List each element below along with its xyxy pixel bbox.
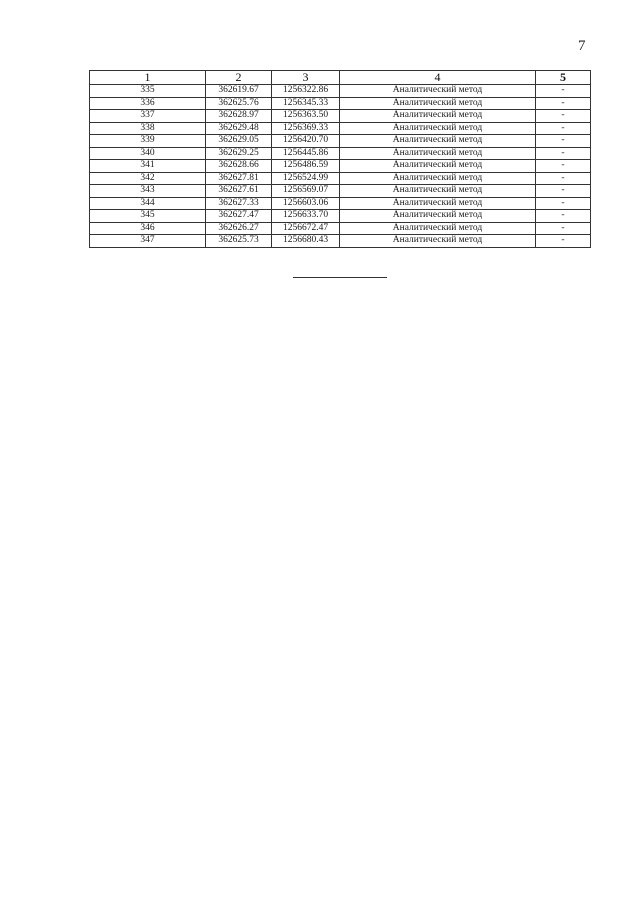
accuracy-cell: - xyxy=(536,160,591,173)
accuracy-cell: - xyxy=(536,135,591,148)
accuracy-cell: - xyxy=(536,122,591,135)
x-coordinate-cell: 362629.25 xyxy=(206,147,272,160)
table-body xyxy=(90,85,591,248)
x-coordinate-cell: 362627.61 xyxy=(206,185,272,198)
method-cell: Аналитический метод xyxy=(340,97,536,110)
table-row xyxy=(90,185,591,198)
x-coordinate-cell: 362619.67 xyxy=(206,85,272,98)
point-number-cell: 339 xyxy=(90,135,206,148)
method-cell: Аналитический метод xyxy=(340,185,536,198)
coordinates-table xyxy=(89,70,591,248)
column-header-2: 2 xyxy=(206,71,272,85)
y-coordinate-cell: 1256369.33 xyxy=(272,122,340,135)
method-cell: Аналитический метод xyxy=(340,110,536,123)
x-coordinate-cell: 362627.47 xyxy=(206,210,272,223)
x-coordinate-cell: 362629.05 xyxy=(206,135,272,148)
method-cell: Аналитический метод xyxy=(340,135,536,148)
page-number: 7 xyxy=(578,38,586,54)
y-coordinate-cell: 1256345.33 xyxy=(272,97,340,110)
accuracy-cell: - xyxy=(536,97,591,110)
accuracy-cell: - xyxy=(536,110,591,123)
table-header-row xyxy=(90,71,591,85)
table-row xyxy=(90,97,591,110)
point-number-cell: 347 xyxy=(90,235,206,248)
x-coordinate-cell: 362626.27 xyxy=(206,222,272,235)
x-coordinate-cell: 362625.73 xyxy=(206,235,272,248)
point-number-cell: 335 xyxy=(90,85,206,98)
x-coordinate-cell: 362625.76 xyxy=(206,97,272,110)
point-number-cell: 342 xyxy=(90,172,206,185)
table-row xyxy=(90,210,591,223)
method-cell: Аналитический метод xyxy=(340,147,536,160)
method-cell: Аналитический метод xyxy=(340,210,536,223)
method-cell: Аналитический метод xyxy=(340,235,536,248)
column-header-1: 1 xyxy=(90,71,206,85)
y-coordinate-cell: 1256322.86 xyxy=(272,85,340,98)
method-cell: Аналитический метод xyxy=(340,160,536,173)
accuracy-cell: - xyxy=(536,210,591,223)
point-number-cell: 345 xyxy=(90,210,206,223)
column-header-3: 3 xyxy=(272,71,340,85)
accuracy-cell: - xyxy=(536,197,591,210)
table-row xyxy=(90,222,591,235)
point-number-cell: 337 xyxy=(90,110,206,123)
accuracy-cell: - xyxy=(536,172,591,185)
y-coordinate-cell: 1256603.06 xyxy=(272,197,340,210)
y-coordinate-cell: 1256524.99 xyxy=(272,172,340,185)
point-number-cell: 343 xyxy=(90,185,206,198)
y-coordinate-cell: 1256420.70 xyxy=(272,135,340,148)
point-number-cell: 346 xyxy=(90,222,206,235)
y-coordinate-cell: 1256363.50 xyxy=(272,110,340,123)
method-cell: Аналитический метод xyxy=(340,122,536,135)
table-row xyxy=(90,197,591,210)
y-coordinate-cell: 1256569.07 xyxy=(272,185,340,198)
accuracy-cell: - xyxy=(536,85,591,98)
y-coordinate-cell: 1256445.86 xyxy=(272,147,340,160)
y-coordinate-cell: 1256672.47 xyxy=(272,222,340,235)
method-cell: Аналитический метод xyxy=(340,85,536,98)
point-number-cell: 341 xyxy=(90,160,206,173)
point-number-cell: 338 xyxy=(90,122,206,135)
point-number-cell: 340 xyxy=(90,147,206,160)
method-cell: Аналитический метод xyxy=(340,197,536,210)
y-coordinate-cell: 1256633.70 xyxy=(272,210,340,223)
accuracy-cell: - xyxy=(536,235,591,248)
x-coordinate-cell: 362628.97 xyxy=(206,110,272,123)
column-header-4: 4 xyxy=(340,71,536,85)
y-coordinate-cell: 1256486.59 xyxy=(272,160,340,173)
table-row xyxy=(90,85,591,98)
table-row xyxy=(90,160,591,173)
x-coordinate-cell: 362629.48 xyxy=(206,122,272,135)
table-row xyxy=(90,135,591,148)
point-number-cell: 336 xyxy=(90,97,206,110)
x-coordinate-cell: 362627.33 xyxy=(206,197,272,210)
point-number-cell: 344 xyxy=(90,197,206,210)
accuracy-cell: - xyxy=(536,185,591,198)
table-row xyxy=(90,122,591,135)
table-row xyxy=(90,147,591,160)
accuracy-cell: - xyxy=(536,222,591,235)
x-coordinate-cell: 362628.66 xyxy=(206,160,272,173)
accuracy-cell: - xyxy=(536,147,591,160)
method-cell: Аналитический метод xyxy=(340,172,536,185)
y-coordinate-cell: 1256680.43 xyxy=(272,235,340,248)
end-divider-line xyxy=(293,277,387,278)
column-header-5: 5 xyxy=(536,71,591,85)
table-row xyxy=(90,172,591,185)
table-row xyxy=(90,110,591,123)
method-cell: Аналитический метод xyxy=(340,222,536,235)
x-coordinate-cell: 362627.81 xyxy=(206,172,272,185)
table-row xyxy=(90,235,591,248)
